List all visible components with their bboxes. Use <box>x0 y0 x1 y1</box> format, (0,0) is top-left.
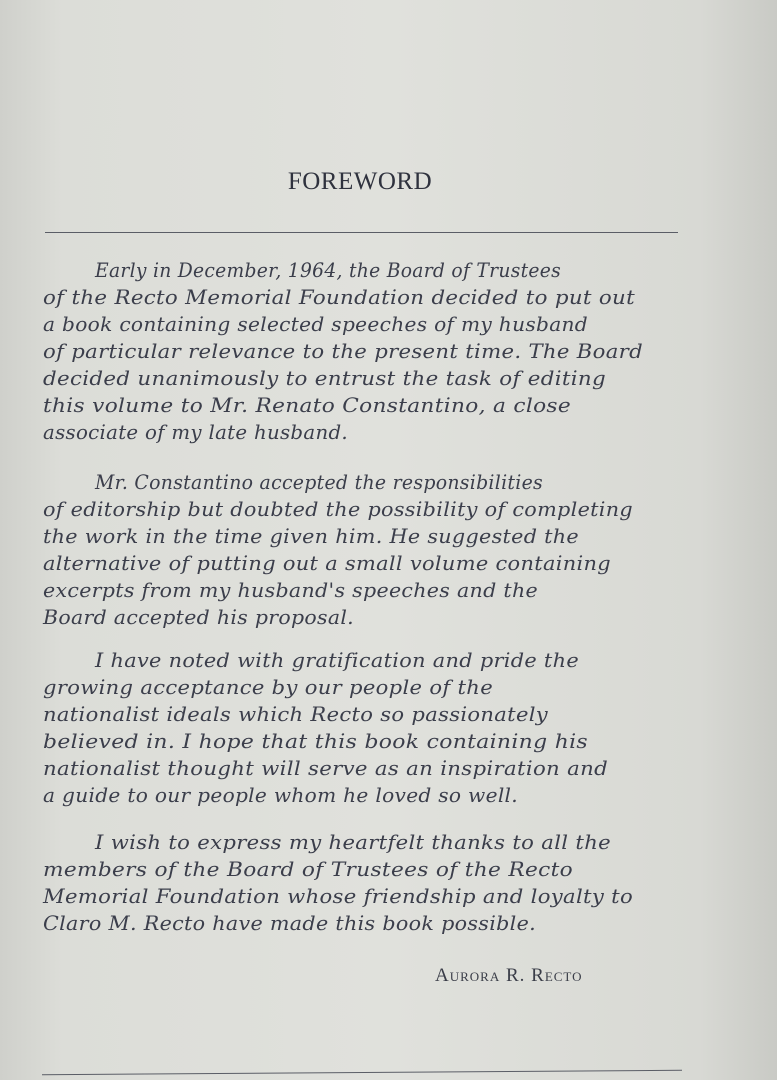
paragraph-3-line: a guide to our people whom he loved so well. <box>43 783 518 807</box>
paragraph-2-line: alternative of putting out a small volume containing <box>43 551 611 575</box>
paragraph-4-line: Claro M. Recto have made this book possible. <box>43 911 536 935</box>
paragraph-4-line: I wish to express my heartfelt thanks to all the <box>95 830 611 854</box>
paragraph-3-line: nationalist thought will serve as an inspiration and <box>43 756 608 780</box>
paragraph-4-line: Memorial Foundation whose friendship and loyalty to <box>43 884 633 908</box>
title-rule <box>45 232 678 233</box>
paragraph-1-line: of particular relevance to the present time. The Board <box>43 339 643 363</box>
paragraph-1-line: a book containing selected speeches of my husband <box>43 312 588 336</box>
paragraph-1-line: of the Recto Memorial Foundation decided to put out <box>43 285 635 309</box>
paragraph-1-line: this volume to Mr. Renato Constantino, a close <box>43 393 571 417</box>
paragraph-2-line: excerpts from my husband's speeches and the <box>43 578 538 602</box>
paragraph-1-line: Early in December, 1964, the Board of Trustees <box>95 258 561 282</box>
paragraph-4-line: members of the Board of Trustees of the Recto <box>43 857 573 881</box>
paragraph-1-line: associate of my late husband. <box>43 420 348 444</box>
paragraph-2-line: the work in the time given him. He suggested the <box>43 524 579 548</box>
paragraph-3-line: I have noted with gratification and pride the <box>95 648 579 672</box>
paragraph-2-line: of editorship but doubted the possibility of completing <box>43 497 633 521</box>
signature: Aurora R. Recto <box>435 965 583 986</box>
paragraph-1-line: decided unanimously to entrust the task of editing <box>43 366 606 390</box>
bottom-rule <box>42 1070 682 1075</box>
page-title: FOREWORD <box>287 168 433 195</box>
paragraph-3-line: nationalist ideals which Recto so passionately <box>43 702 548 726</box>
paragraph-3-line: growing acceptance by our people of the <box>43 675 493 699</box>
paragraph-2-line: Mr. Constantino accepted the responsibilities <box>95 470 543 494</box>
paragraph-3-line: believed in. I hope that this book containing his <box>43 729 588 753</box>
paragraph-2-line: Board accepted his proposal. <box>43 605 354 629</box>
